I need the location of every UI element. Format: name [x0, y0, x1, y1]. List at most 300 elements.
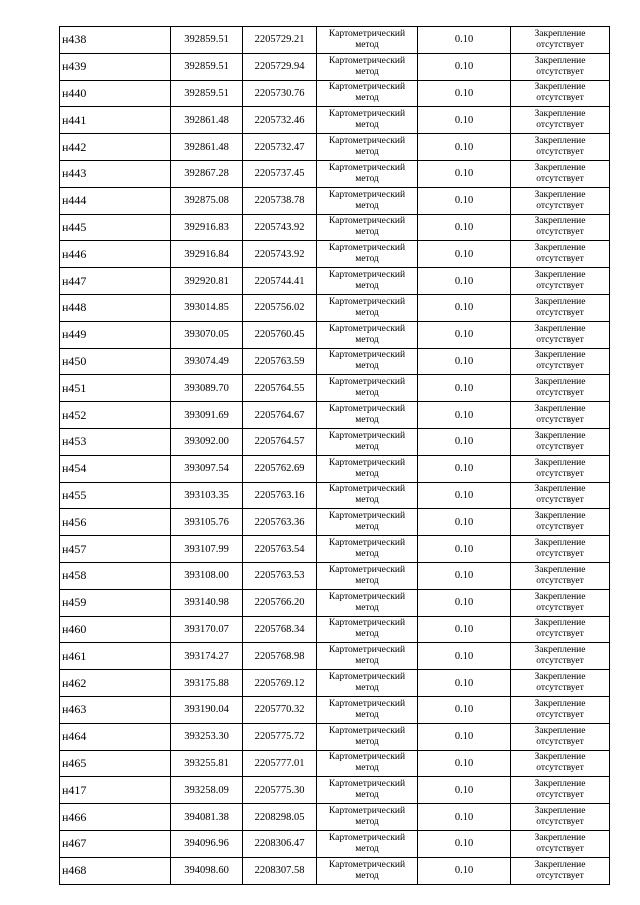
method-line-1: Картометрический	[328, 350, 406, 361]
point-id-cell: н442	[60, 134, 171, 161]
method-cell	[317, 187, 418, 214]
method-line-2: метод	[355, 870, 379, 881]
method-line-2: метод	[355, 147, 379, 158]
table-row	[60, 241, 610, 268]
y-coordinate-cell: 2205763.16	[243, 482, 317, 509]
method-cell	[317, 750, 418, 777]
y-coordinate-cell: 2205764.55	[243, 375, 317, 402]
method-cell	[317, 428, 418, 455]
table-row	[60, 723, 610, 750]
table-row	[60, 187, 610, 214]
x-coordinate-cell: 394098.60	[171, 857, 243, 884]
x-coordinate-cell: 393140.98	[171, 589, 243, 616]
y-coordinate-cell: 2208298.05	[243, 804, 317, 831]
method-line-2: метод	[355, 736, 379, 747]
fixing-cell	[511, 187, 610, 214]
fixing-line-2: отсутствует	[536, 173, 584, 184]
fixing-line-1: Закрепление	[534, 377, 586, 388]
accuracy-cell: 0.10	[418, 562, 511, 589]
accuracy-cell: 0.10	[418, 27, 511, 54]
fixing-line-1: Закрепление	[534, 136, 586, 147]
fixing-line-2: отсутствует	[536, 656, 584, 667]
y-coordinate-cell: 2205743.92	[243, 241, 317, 268]
y-coordinate-cell: 2205730.76	[243, 80, 317, 107]
point-id-cell: н453	[60, 428, 171, 455]
method-line-1: Картометрический	[328, 189, 406, 200]
method-line-2: метод	[355, 629, 379, 640]
y-coordinate-cell: 2205769.12	[243, 670, 317, 697]
table-row	[60, 27, 610, 54]
method-line-1: Картометрический	[328, 832, 406, 843]
point-id-cell: н462	[60, 670, 171, 697]
method-cell	[317, 160, 418, 187]
y-coordinate-cell: 2205768.98	[243, 643, 317, 670]
point-id-cell: н440	[60, 80, 171, 107]
accuracy-cell: 0.10	[418, 348, 511, 375]
fixing-line-1: Закрепление	[534, 564, 586, 575]
table-row	[60, 777, 610, 804]
accuracy-cell: 0.10	[418, 589, 511, 616]
point-id-cell: н467	[60, 830, 171, 857]
method-cell	[317, 482, 418, 509]
method-line-1: Картометрический	[328, 725, 406, 736]
fixing-cell	[511, 804, 610, 831]
point-id-cell: н461	[60, 643, 171, 670]
method-line-1: Картометрический	[328, 82, 406, 93]
accuracy-cell: 0.10	[418, 402, 511, 429]
method-line-2: метод	[355, 173, 379, 184]
accuracy-cell: 0.10	[418, 750, 511, 777]
accuracy-cell: 0.10	[418, 616, 511, 643]
fixing-cell	[511, 562, 610, 589]
method-line-1: Картометрический	[328, 484, 406, 495]
accuracy-cell: 0.10	[418, 214, 511, 241]
method-line-2: метод	[355, 281, 379, 292]
fixing-line-1: Закрепление	[534, 591, 586, 602]
table-row	[60, 589, 610, 616]
method-line-2: метод	[355, 200, 379, 211]
fixing-cell	[511, 455, 610, 482]
method-line-2: метод	[355, 790, 379, 801]
fixing-line-2: отсутствует	[536, 147, 584, 158]
table-row	[60, 134, 610, 161]
fixing-line-2: отсутствует	[536, 522, 584, 533]
point-id-cell: н448	[60, 294, 171, 321]
y-coordinate-cell: 2205732.47	[243, 134, 317, 161]
y-coordinate-cell: 2205729.94	[243, 53, 317, 80]
fixing-line-2: отсутствует	[536, 629, 584, 640]
accuracy-cell: 0.10	[418, 670, 511, 697]
method-line-2: метод	[355, 307, 379, 318]
table-row	[60, 428, 610, 455]
point-id-cell: н459	[60, 589, 171, 616]
method-line-2: метод	[355, 120, 379, 131]
fixing-line-1: Закрепление	[534, 430, 586, 441]
x-coordinate-cell: 394096.96	[171, 830, 243, 857]
point-id-cell: н439	[60, 53, 171, 80]
accuracy-cell: 0.10	[418, 268, 511, 295]
y-coordinate-cell: 2205760.45	[243, 321, 317, 348]
fixing-line-1: Закрепление	[534, 55, 586, 66]
fixing-cell	[511, 643, 610, 670]
method-line-1: Картометрический	[328, 564, 406, 575]
y-coordinate-cell: 2205764.57	[243, 428, 317, 455]
method-line-1: Картометрический	[328, 645, 406, 656]
x-coordinate-cell: 392920.81	[171, 268, 243, 295]
y-coordinate-cell: 2205763.36	[243, 509, 317, 536]
x-coordinate-cell: 393014.85	[171, 294, 243, 321]
fixing-line-1: Закрепление	[534, 162, 586, 173]
method-cell	[317, 27, 418, 54]
method-line-1: Картометрический	[328, 591, 406, 602]
fixing-line-1: Закрепление	[534, 82, 586, 93]
point-id-cell: н417	[60, 777, 171, 804]
x-coordinate-cell: 392859.51	[171, 27, 243, 54]
point-id-cell: н449	[60, 321, 171, 348]
accuracy-cell: 0.10	[418, 777, 511, 804]
x-coordinate-cell: 393070.05	[171, 321, 243, 348]
fixing-cell	[511, 53, 610, 80]
point-id-cell: н446	[60, 241, 171, 268]
x-coordinate-cell: 393190.04	[171, 696, 243, 723]
method-line-1: Картометрический	[328, 511, 406, 522]
fixing-cell	[511, 482, 610, 509]
fixing-line-1: Закрепление	[534, 832, 586, 843]
fixing-cell	[511, 348, 610, 375]
method-cell	[317, 723, 418, 750]
method-cell	[317, 830, 418, 857]
method-line-2: метод	[355, 495, 379, 506]
x-coordinate-cell: 393258.09	[171, 777, 243, 804]
fixing-cell	[511, 375, 610, 402]
y-coordinate-cell: 2205777.01	[243, 750, 317, 777]
method-line-1: Картометрический	[328, 296, 406, 307]
method-line-2: метод	[355, 66, 379, 77]
y-coordinate-cell: 2205766.20	[243, 589, 317, 616]
method-line-1: Картометрический	[328, 377, 406, 388]
fixing-line-2: отсутствует	[536, 361, 584, 372]
table-row	[60, 482, 610, 509]
coordinates-table-page	[59, 26, 609, 885]
method-cell	[317, 134, 418, 161]
fixing-line-1: Закрепление	[534, 243, 586, 254]
y-coordinate-cell: 2205775.30	[243, 777, 317, 804]
point-id-cell: н466	[60, 804, 171, 831]
accuracy-cell: 0.10	[418, 482, 511, 509]
fixing-cell	[511, 241, 610, 268]
accuracy-cell: 0.10	[418, 321, 511, 348]
point-id-cell: н447	[60, 268, 171, 295]
fixing-cell	[511, 27, 610, 54]
method-line-1: Картометрический	[328, 859, 406, 870]
method-line-1: Картометрический	[328, 457, 406, 468]
fixing-line-1: Закрепление	[534, 806, 586, 816]
method-line-2: метод	[355, 334, 379, 345]
method-cell	[317, 455, 418, 482]
point-id-cell: н455	[60, 482, 171, 509]
fixing-cell	[511, 80, 610, 107]
point-id-cell: н443	[60, 160, 171, 187]
fixing-cell	[511, 616, 610, 643]
method-cell	[317, 696, 418, 723]
y-coordinate-cell: 2205775.72	[243, 723, 317, 750]
method-line-1: Картометрический	[328, 216, 406, 227]
table-row	[60, 616, 610, 643]
method-cell	[317, 589, 418, 616]
accuracy-cell: 0.10	[418, 723, 511, 750]
fixing-line-2: отсутствует	[536, 120, 584, 131]
fixing-line-1: Закрепление	[534, 350, 586, 361]
method-line-2: метод	[355, 575, 379, 586]
y-coordinate-cell: 2205729.21	[243, 27, 317, 54]
fixing-line-1: Закрепление	[534, 296, 586, 307]
x-coordinate-cell: 392861.48	[171, 134, 243, 161]
method-cell	[317, 643, 418, 670]
x-coordinate-cell: 392875.08	[171, 187, 243, 214]
method-line-1: Картометрический	[328, 109, 406, 120]
accuracy-cell: 0.10	[418, 804, 511, 831]
method-line-2: метод	[355, 254, 379, 265]
accuracy-cell: 0.10	[418, 134, 511, 161]
fixing-line-2: отсутствует	[536, 575, 584, 586]
method-cell	[317, 107, 418, 134]
x-coordinate-cell: 392859.51	[171, 80, 243, 107]
method-line-2: метод	[355, 549, 379, 560]
table-row	[60, 536, 610, 563]
method-cell	[317, 53, 418, 80]
method-line-1: Картометрический	[328, 323, 406, 334]
accuracy-cell: 0.10	[418, 53, 511, 80]
point-id-cell: н451	[60, 375, 171, 402]
table-row	[60, 830, 610, 857]
method-cell	[317, 562, 418, 589]
fixing-line-2: отсутствует	[536, 200, 584, 211]
method-line-2: метод	[355, 468, 379, 479]
table-row	[60, 696, 610, 723]
fixing-line-2: отсутствует	[536, 307, 584, 318]
y-coordinate-cell: 2205770.32	[243, 696, 317, 723]
method-cell	[317, 804, 418, 831]
fixing-line-2: отсутствует	[536, 281, 584, 292]
fixing-line-2: отсутствует	[536, 709, 584, 720]
method-cell	[317, 348, 418, 375]
point-id-cell: н454	[60, 455, 171, 482]
method-cell	[317, 241, 418, 268]
fixing-cell	[511, 589, 610, 616]
fixing-line-2: отсутствует	[536, 93, 584, 104]
fixing-line-2: отсутствует	[536, 388, 584, 399]
method-line-1: Картометрический	[328, 698, 406, 709]
accuracy-cell: 0.10	[418, 375, 511, 402]
point-id-cell: н465	[60, 750, 171, 777]
accuracy-cell: 0.10	[418, 509, 511, 536]
method-line-1: Картометрический	[328, 779, 406, 790]
x-coordinate-cell: 392916.83	[171, 214, 243, 241]
method-line-2: метод	[355, 39, 379, 50]
point-id-cell: н464	[60, 723, 171, 750]
fixing-line-1: Закрепление	[534, 109, 586, 120]
fixing-line-2: отсутствует	[536, 39, 584, 50]
fixing-cell	[511, 750, 610, 777]
fixing-line-1: Закрепление	[534, 270, 586, 281]
table-row	[60, 643, 610, 670]
fixing-line-1: Закрепление	[534, 216, 586, 227]
table-row	[60, 857, 610, 884]
method-cell	[317, 375, 418, 402]
method-cell	[317, 214, 418, 241]
x-coordinate-cell: 393108.00	[171, 562, 243, 589]
method-cell	[317, 777, 418, 804]
fixing-cell	[511, 321, 610, 348]
fixing-line-2: отсутствует	[536, 66, 584, 77]
accuracy-cell: 0.10	[418, 187, 511, 214]
fixing-line-1: Закрепление	[534, 189, 586, 200]
method-line-1: Картометрический	[328, 55, 406, 66]
point-id-cell: н463	[60, 696, 171, 723]
x-coordinate-cell: 393175.88	[171, 670, 243, 697]
fixing-line-1: Закрепление	[534, 645, 586, 656]
method-line-2: метод	[355, 441, 379, 452]
table-row	[60, 294, 610, 321]
accuracy-cell: 0.10	[418, 455, 511, 482]
x-coordinate-cell: 394081.38	[171, 804, 243, 831]
fixing-line-2: отсутствует	[536, 227, 584, 238]
method-line-2: метод	[355, 415, 379, 426]
fixing-line-1: Закрепление	[534, 859, 586, 870]
table-row	[60, 750, 610, 777]
table-row	[60, 80, 610, 107]
method-line-1: Картометрический	[328, 752, 406, 763]
x-coordinate-cell: 392867.28	[171, 160, 243, 187]
table-row	[60, 375, 610, 402]
point-id-cell: н456	[60, 509, 171, 536]
y-coordinate-cell: 2205768.34	[243, 616, 317, 643]
accuracy-cell: 0.10	[418, 696, 511, 723]
y-coordinate-cell: 2205743.92	[243, 214, 317, 241]
fixing-line-1: Закрепление	[534, 725, 586, 736]
table-row	[60, 53, 610, 80]
x-coordinate-cell: 393103.35	[171, 482, 243, 509]
method-line-1: Картометрический	[328, 404, 406, 415]
method-cell	[317, 268, 418, 295]
fixing-cell	[511, 107, 610, 134]
fixing-line-2: отсутствует	[536, 602, 584, 613]
table-row	[60, 509, 610, 536]
method-cell	[317, 509, 418, 536]
fixing-line-1: Закрепление	[534, 511, 586, 522]
accuracy-cell: 0.10	[418, 643, 511, 670]
method-cell	[317, 616, 418, 643]
table-row	[60, 348, 610, 375]
fixing-cell	[511, 696, 610, 723]
fixing-line-2: отсутствует	[536, 736, 584, 747]
fixing-line-2: отсутствует	[536, 254, 584, 265]
table-body	[60, 27, 610, 885]
point-id-cell: н460	[60, 616, 171, 643]
accuracy-cell: 0.10	[418, 857, 511, 884]
fixing-line-1: Закрепление	[534, 28, 586, 39]
x-coordinate-cell: 393255.81	[171, 750, 243, 777]
y-coordinate-cell: 2205762.69	[243, 455, 317, 482]
fixing-line-2: отсутствует	[536, 790, 584, 801]
fixing-line-1: Закрепление	[534, 457, 586, 468]
method-line-1: Картометрический	[328, 162, 406, 173]
fixing-line-1: Закрепление	[534, 672, 586, 683]
fixing-line-2: отсутствует	[536, 763, 584, 774]
method-line-1: Картометрический	[328, 270, 406, 281]
method-line-2: метод	[355, 522, 379, 533]
table-row	[60, 268, 610, 295]
x-coordinate-cell: 393089.70	[171, 375, 243, 402]
fixing-line-2: отсутствует	[536, 334, 584, 345]
x-coordinate-cell: 393107.99	[171, 536, 243, 563]
method-cell	[317, 321, 418, 348]
method-cell	[317, 294, 418, 321]
method-line-1: Картометрический	[328, 430, 406, 441]
fixing-cell	[511, 723, 610, 750]
table-row	[60, 214, 610, 241]
table-row	[60, 455, 610, 482]
method-line-1: Картометрический	[328, 28, 406, 39]
y-coordinate-cell: 2205763.53	[243, 562, 317, 589]
x-coordinate-cell: 392861.48	[171, 107, 243, 134]
fixing-line-1: Закрепление	[534, 323, 586, 334]
method-line-2: метод	[355, 683, 379, 694]
fixing-line-1: Закрепление	[534, 484, 586, 495]
fixing-line-1: Закрепление	[534, 779, 586, 790]
method-line-2: метод	[355, 817, 379, 827]
fixing-cell	[511, 857, 610, 884]
accuracy-cell: 0.10	[418, 107, 511, 134]
x-coordinate-cell: 393170.07	[171, 616, 243, 643]
method-line-2: метод	[355, 709, 379, 720]
fixing-line-2: отсутствует	[536, 441, 584, 452]
method-cell	[317, 402, 418, 429]
point-id-cell: н468	[60, 857, 171, 884]
accuracy-cell: 0.10	[418, 830, 511, 857]
fixing-line-1: Закрепление	[534, 618, 586, 629]
x-coordinate-cell: 392859.51	[171, 53, 243, 80]
fixing-line-2: отсутствует	[536, 495, 584, 506]
method-cell	[317, 536, 418, 563]
method-line-1: Картометрический	[328, 243, 406, 254]
y-coordinate-cell: 2205732.46	[243, 107, 317, 134]
method-line-1: Картометрический	[328, 672, 406, 683]
method-line-1: Картометрический	[328, 618, 406, 629]
fixing-cell	[511, 268, 610, 295]
x-coordinate-cell: 393091.69	[171, 402, 243, 429]
table-row	[60, 562, 610, 589]
method-line-2: метод	[355, 361, 379, 372]
fixing-cell	[511, 509, 610, 536]
method-line-2: метод	[355, 227, 379, 238]
x-coordinate-cell: 393105.76	[171, 509, 243, 536]
method-line-1: Картометрический	[328, 806, 406, 816]
method-line-1: Картометрический	[328, 136, 406, 147]
fixing-cell	[511, 294, 610, 321]
y-coordinate-cell: 2208307.58	[243, 857, 317, 884]
fixing-line-1: Закрепление	[534, 538, 586, 549]
accuracy-cell: 0.10	[418, 536, 511, 563]
y-coordinate-cell: 2205763.54	[243, 536, 317, 563]
fixing-line-2: отсутствует	[536, 468, 584, 479]
fixing-cell	[511, 428, 610, 455]
fixing-line-1: Закрепление	[534, 698, 586, 709]
point-id-cell: н438	[60, 27, 171, 54]
fixing-line-2: отсутствует	[536, 817, 584, 827]
fixing-cell	[511, 777, 610, 804]
point-id-cell: н458	[60, 562, 171, 589]
